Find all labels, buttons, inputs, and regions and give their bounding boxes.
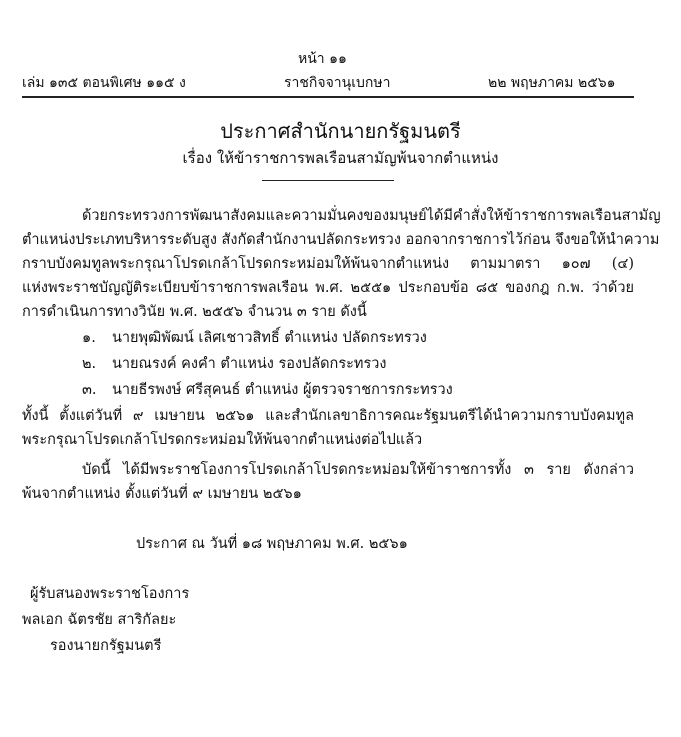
announcement-date: ประกาศ ณ วันที่ ๑๘ พฤษภาคม พ.ศ. ๒๕๖๑	[136, 536, 408, 552]
volume-info: เล่ม ๑๓๕ ตอนพิเศษ ๑๑๕ ง	[22, 75, 186, 91]
countersign-label: ผู้รับสนองพระราชโองการ	[30, 586, 190, 602]
list-item	[82, 380, 453, 400]
page-number: หน้า ๑๑	[298, 51, 347, 67]
list-item-text: นายพุฒิพัฒน์ เลิศเชาวสิทธิ์ ตำแหน่ง ปลัดกระทรวง	[112, 330, 427, 346]
list-item	[82, 328, 427, 348]
list-item-text: นายธีรพงษ์ ศรีสุคนธ์ ตำแหน่ง ผู้ตรวจราชการกระทรวง	[112, 382, 453, 398]
gazette-name: ราชกิจจานุเบกษา	[284, 75, 391, 91]
gazette-date: ๒๒ พฤษภาคม ๒๕๖๑	[488, 75, 616, 91]
page-title: ประกาศสำนักนายกรัฐมนตรี	[220, 119, 461, 143]
paragraph1-line: แห่งพระราชบัญญัติระเบียบข้าราชการพลเรือน พ.ศ. ๒๕๕๑ ประกอบข้อ ๘๕ ของกฎ ก.พ. ว่าด้วย	[22, 280, 634, 296]
paragraph3-line: พ้นจากตำแหน่ง ตั้งแต่วันที่ ๙ เมษายน ๒๕๖๑	[22, 486, 302, 502]
paragraph1-line: การดำเนินการทางวินัย พ.ศ. ๒๕๕๖ จำนวน ๓ ราย ดังนี้	[22, 304, 367, 320]
paragraph1-line: ด้วยกระทรวงการพัฒนาสังคมและความมั่นคงของมนุษย์ได้มีคำสั่งให้ข้าราชการพลเรือนสามัญ	[82, 208, 661, 224]
paragraph1-line: ตำแหน่งประเภทบริหารระดับสูง สังกัดสำนักงานปลัดกระทรวง ออกจากราชการไว้ก่อน จึงขอให้นำความ	[22, 232, 660, 248]
countersign-name: พลเอก ฉัตรชัย สาริกัลยะ	[22, 612, 177, 628]
paragraph3-line: บัดนี้ ได้มีพระราชโองการโปรดเกล้าโปรดกระหม่อมให้ข้าราชการทั้ง ๓ ราย ดังกล่าว	[82, 462, 634, 478]
countersign-position: รองนายกรัฐมนตรี	[50, 638, 162, 654]
paragraph2-line: พระกรุณาโปรดเกล้าโปรดกระหม่อมให้พ้นจากตำแหน่งต่อไปแล้ว	[22, 432, 423, 448]
header-divider	[22, 96, 634, 98]
list-item-number: ๑.	[82, 330, 96, 346]
list-item-text: นายณรงค์ คงคำ ตำแหน่ง รองปลัดกระทรวง	[112, 356, 387, 372]
list-item-number: ๓.	[82, 382, 97, 398]
list-item	[82, 354, 386, 374]
paragraph2-line: ทั้งนี้ ตั้งแต่วันที่ ๙ เมษายน ๒๕๖๑ และสำนักเลขาธิการคณะรัฐมนตรีได้นำความกราบบังคมทูล	[22, 408, 634, 424]
paragraph1-line: กราบบังคมทูลพระกรุณาโปรดเกล้าโปรดกระหม่อมให้พ้นจากตำแหน่ง ตามมาตรา ๑๐๗ (๔)	[22, 256, 634, 272]
list-item-number: ๒.	[82, 356, 97, 372]
subject-line: เรื่อง ให้ข้าราชการพลเรือนสามัญพ้นจากตำแหน่ง	[182, 149, 499, 167]
title-divider	[262, 180, 394, 181]
